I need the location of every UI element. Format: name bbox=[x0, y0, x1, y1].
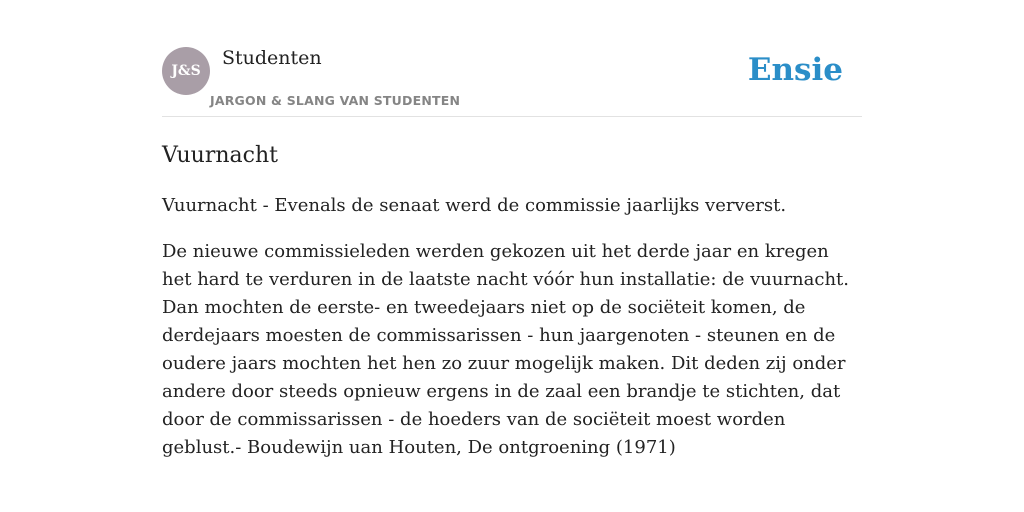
entry-title: Vuurnacht bbox=[162, 143, 278, 168]
entry-example: De nieuwe commissieleden werden gekozen uit het derde jaar en kregen het hard te verduren in de laatste nacht vóór hun installatie: de vuurnacht. Dan mochten de eerste- en tweedejaars niet op de sociëteit komen, de derdejaars moesten de commissarissen - hun jaargenoten - steunen en de oudere jaars mochten het hen zo zuur mogelijk maken. Dit deden zij onder andere door steeds opnieuw ergens in de zaal een brandje te stichten, dat door de commissarissen - de hoeders van de sociëteit moest worden geblust.- Boudewijn uan Houten, De ontgroening (1971) bbox=[162, 241, 850, 458]
source-subtitle[interactable]: JARGON & SLANG VAN STUDENTEN bbox=[210, 93, 461, 108]
author-name[interactable]: Studenten bbox=[222, 47, 322, 69]
avatar[interactable]: J&S bbox=[162, 47, 210, 95]
entry-card bbox=[162, 46, 862, 462]
entry-header bbox=[162, 46, 862, 117]
ensie-logo[interactable]: Ensie bbox=[747, 52, 843, 88]
entry-definition: Vuurnacht - Evenals de senaat werd de commissie jaarlijks ververst. bbox=[162, 195, 787, 216]
